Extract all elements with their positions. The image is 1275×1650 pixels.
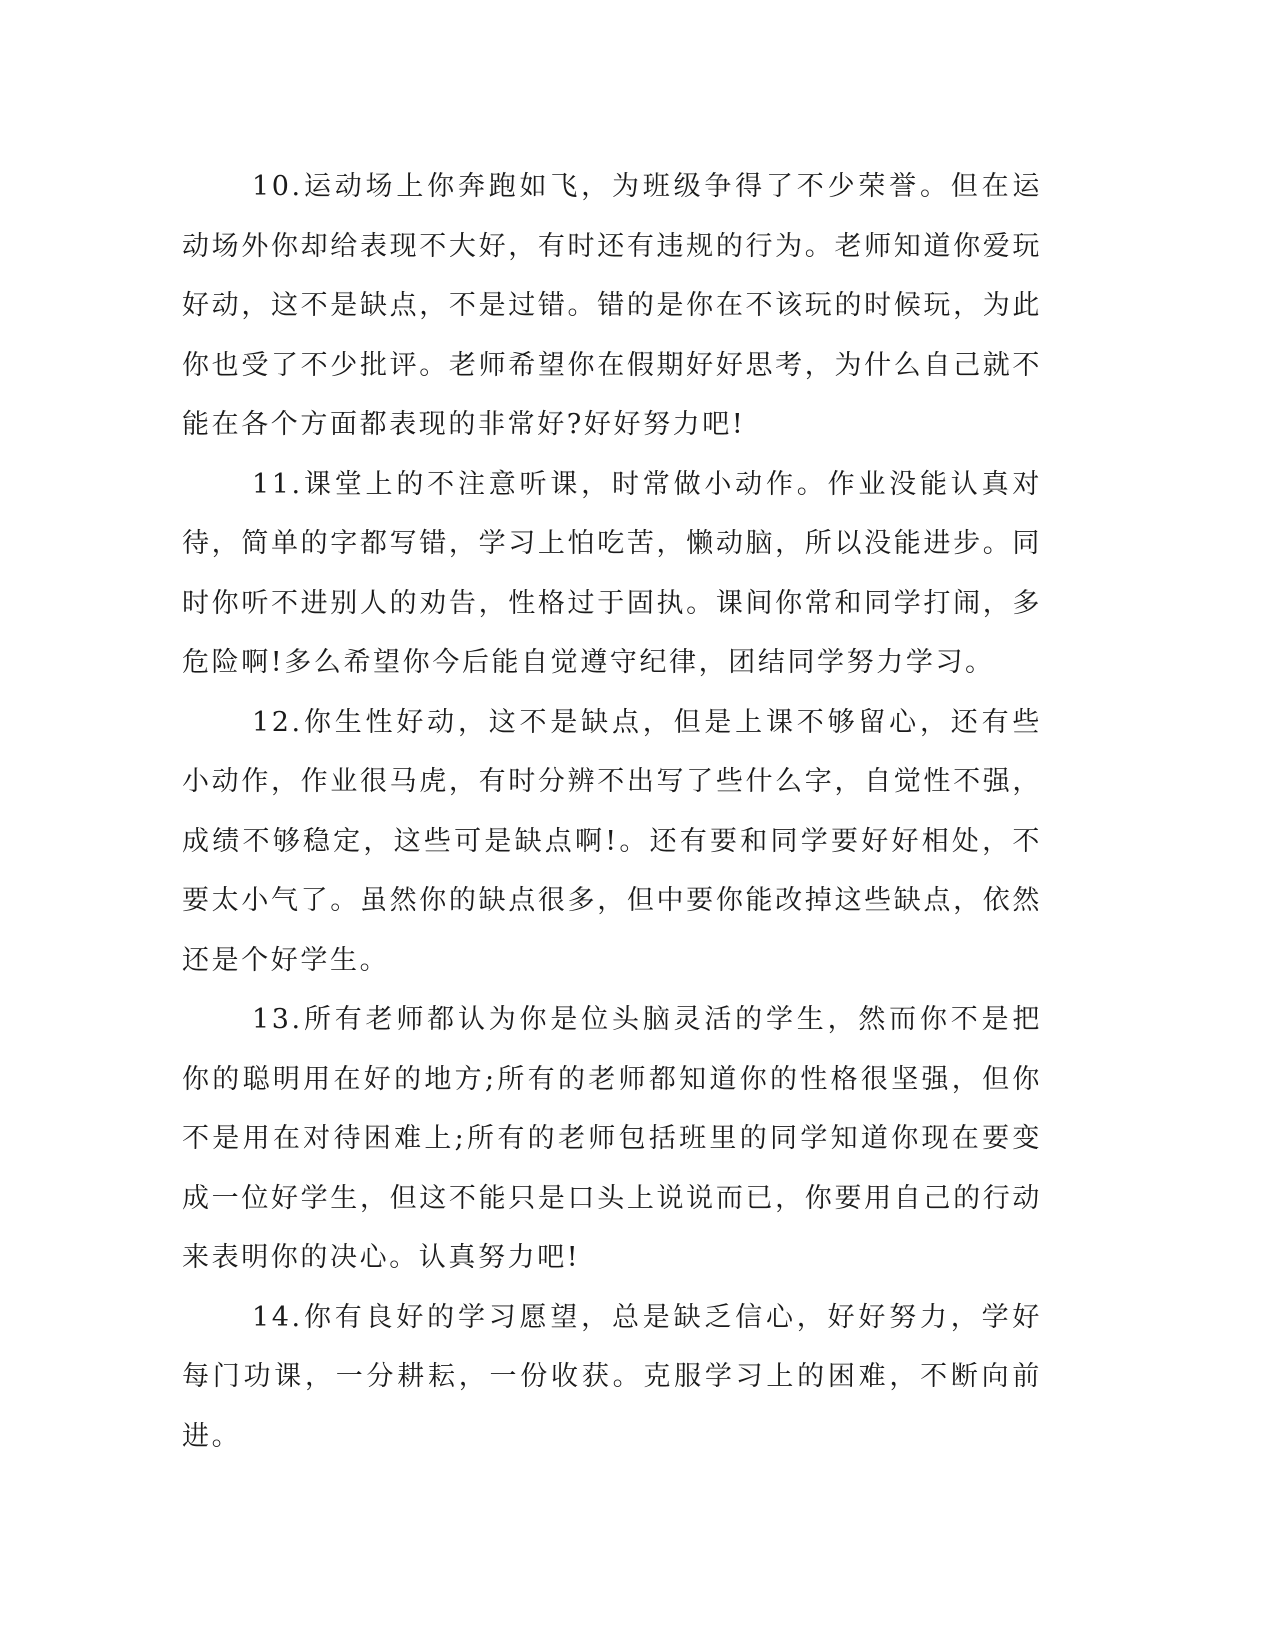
paragraph-11: 11.课堂上的不注意听课，时常做小动作。作业没能认真对待，简单的字都写错，学习上怕吃苦，懒动脑，所以没能进步。同时你听不进别人的劝告，性格过于固执。课间你常和同学打闹，多危险啊!多么希望你今后能自觉遵守纪律，团结同学努力学习。 xyxy=(182,468,1042,678)
paragraph-14: 14.你有良好的学习愿望，总是缺乏信心，好好努力，学好每门功课，一分耕耘，一份收获。克服学习上的困难，不断向前进。 xyxy=(182,1301,1042,1452)
paragraph-13: 13.所有老师都认为你是位头脑灵活的学生，然而你不是把你的聪明用在好的地方;所有的老师都知道你的性格很坚强，但你不是用在对待困难上;所有的老师包括班里的同学知道你现在要变成一位好学生，但这不能只是口头上说说而已，你要用自己的行动来表明你的决心。认真努力吧! xyxy=(182,1004,1042,1273)
document-body xyxy=(182,157,1042,1466)
paragraph-10: 10.运动场上你奔跑如飞，为班级争得了不少荣誉。但在运动场外你却给表现不大好，有时还有违规的行为。老师知道你爱玩好动，这不是缺点，不是过错。错的是你在不该玩的时候玩，为此你也受了不少批评。老师希望你在假期好好思考，为什么自己就不能在各个方面都表现的非常好?好好努力吧! xyxy=(182,171,1042,440)
paragraph-12: 12.你生性好动，这不是缺点，但是上课不够留心，还有些小动作，作业很马虎，有时分辨不出写了些什么字，自觉性不强，成绩不够稳定，这些可是缺点啊!。还有要和同学要好好相处，不要太小气了。虽然你的缺点很多，但中要你能改掉这些缺点，依然还是个好学生。 xyxy=(182,706,1042,976)
